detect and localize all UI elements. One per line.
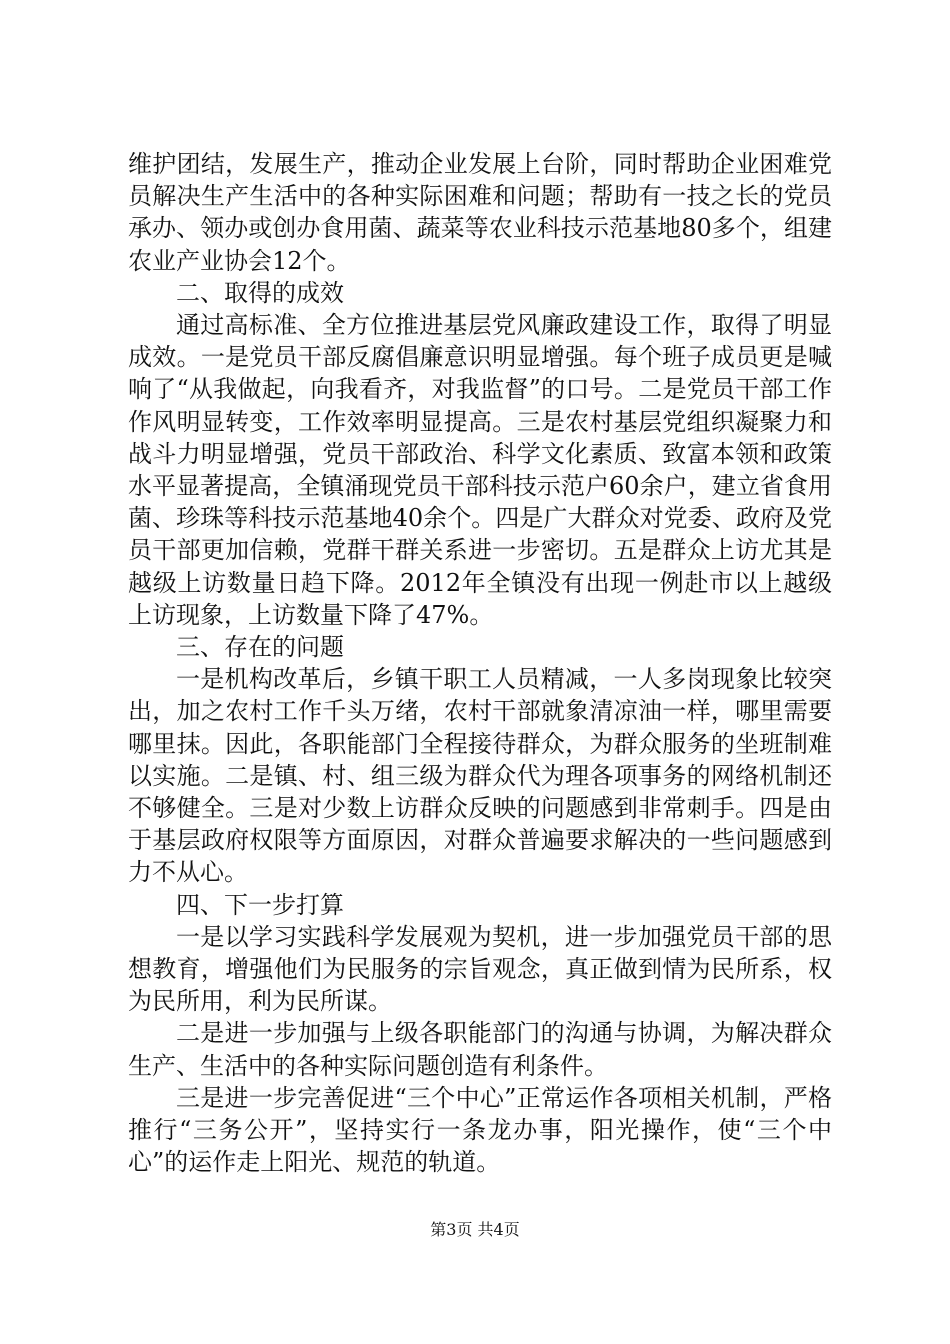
paragraph-6: 三是进一步完善促进“三个中心”正常运作各项相关机制，严格推行“三务公开”，坚持实行一条龙办事，阳光操作，使“三个中心”的运作走上阳光、规范的轨道。 <box>128 1083 832 1177</box>
paragraph-3: 一是机构改革后，乡镇干职工人员精减，一人多岗现象比较突出，加之农村工作千头万绪，农村干部就象清凉油一样，哪里需要哪里抹。因此，各职能部门全程接待群众，为群众服务的坐班制难以实施。二是镇、村、组三级为群众代为理各项事务的网络机制还不够健全。三是对少数上访群众反映的问题感到非常刺手。四是由于基层政府权限等方面原因，对群众普遍要求解决的一些问题感到力不从心。 <box>128 665 832 887</box>
paragraph-1: 维护团结，发展生产，推动企业发展上台阶，同时帮助企业困难党员解决生产生活中的各种实际困难和问题；帮助有一技之长的党员承办、领办或创办食用菌、蔬菜等农业科技示范基地80多个，组建农业产业协会12个。 <box>128 150 832 275</box>
section-heading-next-steps: 四、下一步打算 <box>176 890 344 919</box>
section-heading-achievements: 二、取得的成效 <box>176 278 344 307</box>
paragraph-4: 一是以学习实践科学发展观为契机，进一步加强党员干部的思想教育，增强他们为民服务的宗旨观念，真正做到情为民所系，权为民所用，利为民所谋。 <box>128 922 832 1016</box>
paragraph-2: 通过高标准、全方位推进基层党风廉政建设工作，取得了明显成效。一是党员干部反腐倡廉意识明显增强。每个班子成员更是喊响了“从我做起，向我看齐，对我监督”的口号。二是党员干部工作作风明显转变，工作效率明显提高。三是农村基层党组织凝聚力和战斗力明显增强，党员干部政治、科学文化素质、致富本领和政策水平显著提高，全镇涌现党员干部科技示范户60余户，建立省食用菌、珍珠等科技示范基地40余个。四是广大群众对党委、政府及党员干部更加信赖，党群干群关系进一步密切。五是群众上访尤其是越级上访数量日趋下降。2012年全镇没有出现一例赴市以上越级上访现象，上访数量下降了47%。 <box>128 311 832 629</box>
paragraph-5: 二是进一步加强与上级各职能部门的沟通与协调，为解决群众生产、生活中的各种实际问题创造有利条件。 <box>128 1019 832 1080</box>
document-body <box>128 148 832 1179</box>
section-heading-problems: 三、存在的问题 <box>176 633 344 662</box>
page-number-footer: 第3页 共4页 <box>430 1220 520 1239</box>
